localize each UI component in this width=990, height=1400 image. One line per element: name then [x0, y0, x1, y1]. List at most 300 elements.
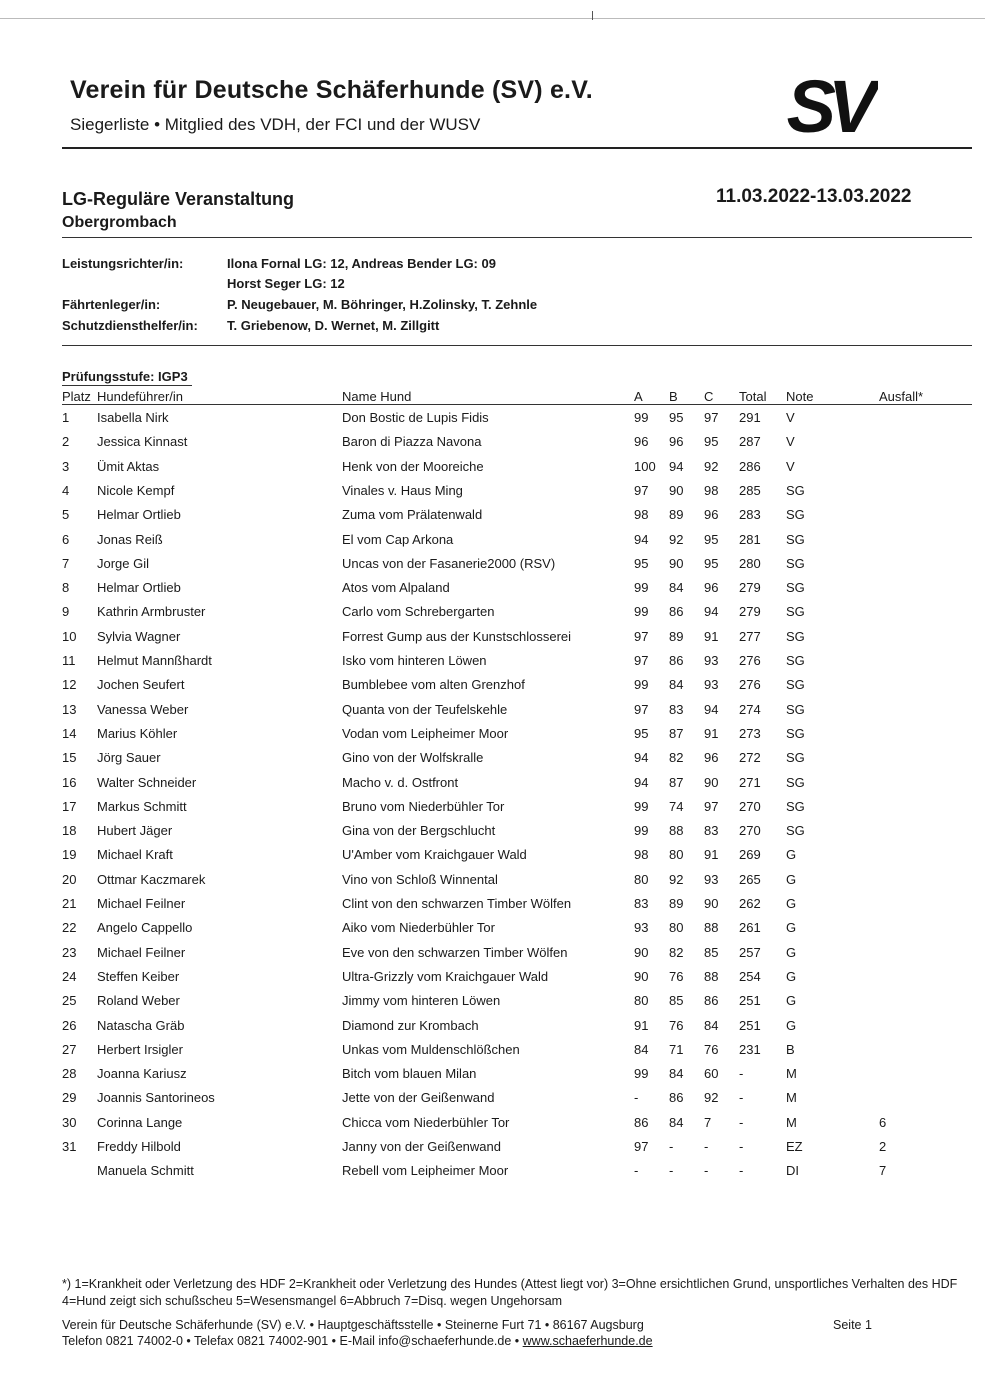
cell-note: SG — [786, 507, 805, 523]
sv-logo — [782, 72, 878, 142]
judge-value-2: Horst Seger LG: 12 — [227, 276, 345, 291]
cell-platz: 2 — [62, 434, 70, 450]
event-location: Obergrombach — [62, 214, 177, 231]
cell-handler: Freddy Hilbold — [97, 1139, 181, 1154]
table-row — [0, 556, 990, 580]
cell-a: 80 — [634, 871, 649, 887]
cell-platz: 23 — [62, 944, 77, 960]
cell-note: G — [786, 1017, 797, 1033]
cell-b: 90 — [669, 482, 684, 498]
cell-c: 93 — [704, 677, 719, 693]
cell-c: 91 — [704, 725, 719, 741]
table-row — [0, 1042, 990, 1066]
cell-c: 95 — [704, 434, 719, 450]
cell-total: 269 — [739, 847, 761, 863]
cell-c: 95 — [704, 555, 719, 571]
cell-b: 88 — [669, 823, 684, 839]
cell-note: G — [786, 847, 797, 863]
cell-note: G — [786, 944, 797, 960]
cell-handler: Angelo Cappello — [97, 920, 193, 936]
cell-handler: Helmar Ortlieb — [97, 507, 181, 523]
cell-handler: Natascha Gräb — [97, 1017, 185, 1033]
cell-total: 254 — [739, 968, 761, 984]
table-row — [0, 702, 990, 726]
table-row — [0, 507, 990, 531]
cell-a: 99 — [634, 1066, 649, 1082]
cell-c: 94 — [704, 701, 719, 717]
cell-note: B — [786, 1041, 795, 1057]
cell-a: 90 — [634, 944, 649, 960]
cell-dog: Bruno vom Niederbühler Tor — [342, 798, 505, 814]
footer-address: Verein für Deutsche Schäferhunde (SV) e.V. • Hauptgeschäftsstelle • Steinerne Furt 71 • 86167 Augsburg — [62, 1318, 644, 1332]
cell-c: 90 — [704, 896, 719, 911]
cell-handler: Joannis Santorineos — [97, 1090, 215, 1106]
cell-platz: 24 — [62, 968, 77, 984]
cell-note: M — [786, 1114, 797, 1130]
cell-a: 99 — [634, 823, 649, 839]
cell-handler: Michael Kraft — [97, 847, 173, 863]
cell-total: 262 — [739, 896, 761, 911]
footnote: *) 1=Krankheit oder Verletzung des HDF 2=Krankheit oder Verletzung des Hundes (Attest liegt vor) 3=Ohne ersichtlichen Grund, unsportliches Verhalten des HDF 4=Hund zeigt sich schußscheu 5=Wesensmangel 6=Abbruch 7=Disq. wegen Ungehorsam — [62, 1277, 958, 1308]
cell-dog: Atos vom Alpaland — [342, 580, 450, 596]
th-c: C — [704, 389, 714, 404]
cell-b: 84 — [669, 1066, 684, 1082]
cell-c: 86 — [704, 993, 719, 1009]
cell-platz: 11 — [62, 653, 76, 668]
cell-a: 97 — [634, 653, 649, 668]
cell-handler: Nicole Kempf — [97, 482, 175, 498]
cell-handler: Michael Feilner — [97, 896, 186, 911]
cell-c: 94 — [704, 604, 719, 620]
cell-c: 83 — [704, 823, 719, 839]
judge-value: Ilona Fornal LG: 12, Andreas Bender LG: 09 — [227, 256, 496, 271]
cell-b: 95 — [669, 410, 684, 425]
cell-handler: Kathrin Armbruster — [97, 604, 206, 620]
cell-note: SG — [786, 677, 805, 693]
cell-b: 86 — [669, 653, 684, 668]
cell-note: SG — [786, 604, 805, 620]
cell-note: G — [786, 871, 797, 887]
cell-a: 80 — [634, 993, 649, 1009]
table-row — [0, 750, 990, 774]
cell-c: - — [704, 1139, 709, 1154]
cell-platz: 26 — [62, 1017, 77, 1033]
cell-dog: Baron di Piazza Navona — [342, 434, 482, 450]
cell-dog: Eve von den schwarzen Timber Wölfen — [342, 944, 568, 960]
cell-a: 99 — [634, 604, 649, 620]
th-b: B — [669, 389, 678, 404]
cell-dog: Gino von der Wolfskralle — [342, 750, 484, 766]
cell-handler: Ümit Aktas — [97, 458, 160, 474]
cell-total: - — [739, 1066, 744, 1082]
cell-platz: 3 — [62, 458, 70, 474]
cell-platz: 14 — [62, 725, 77, 741]
cell-c: - — [704, 1163, 709, 1179]
cell-b: 76 — [669, 1017, 684, 1033]
table-row — [0, 629, 990, 653]
cell-c: 96 — [704, 507, 719, 523]
level-underline — [62, 385, 192, 386]
cell-a: 100 — [634, 458, 656, 474]
cell-b: 84 — [669, 677, 684, 693]
cell-note: SG — [786, 482, 805, 498]
cell-handler: Joanna Kariusz — [97, 1066, 187, 1082]
cell-b: 86 — [669, 1090, 684, 1106]
cell-dog: Vinales v. Haus Ming — [342, 482, 463, 498]
cell-total: 285 — [739, 482, 761, 498]
cell-a: 95 — [634, 555, 649, 571]
table-row — [0, 993, 990, 1017]
officials-divider — [62, 345, 972, 346]
cell-total: 231 — [739, 1041, 761, 1057]
cell-c: 85 — [704, 944, 719, 960]
cell-a: 99 — [634, 580, 649, 596]
cell-platz: 9 — [62, 604, 70, 620]
cell-dog: Carlo vom Schrebergarten — [342, 604, 495, 620]
cell-b: 92 — [669, 531, 684, 547]
th-platz: Platz — [62, 389, 91, 404]
cell-total: 251 — [739, 1017, 761, 1033]
cell-total: 286 — [739, 458, 761, 474]
table-row — [0, 775, 990, 799]
cell-ausfall: 7 — [879, 1163, 887, 1179]
cell-handler: Helmut Mannßhardt — [97, 653, 212, 668]
cell-b: 89 — [669, 628, 684, 644]
cell-platz: 13 — [62, 701, 77, 717]
org-title: Verein für Deutsche Schäferhunde (SV) e.V. — [70, 76, 593, 104]
cell-total: 274 — [739, 701, 761, 717]
cell-dog: Macho v. d. Ostfront — [342, 774, 459, 790]
table-row — [0, 1115, 990, 1139]
table-row — [0, 799, 990, 823]
cell-a: 97 — [634, 1139, 649, 1154]
cell-platz: 6 — [62, 531, 70, 547]
cell-dog: Diamond zur Krombach — [342, 1017, 479, 1033]
cell-b: 84 — [669, 1114, 684, 1130]
cell-a: 90 — [634, 968, 649, 984]
cell-b: 74 — [669, 798, 684, 814]
cell-b: 84 — [669, 580, 684, 596]
cell-handler: Marius Köhler — [97, 725, 178, 741]
cell-note: V — [786, 434, 795, 450]
cell-dog: Aiko vom Niederbühler Tor — [342, 920, 495, 936]
table-row — [0, 969, 990, 993]
cell-note: SG — [786, 628, 805, 644]
cell-platz: 25 — [62, 993, 77, 1009]
cell-platz: 18 — [62, 823, 77, 839]
cell-platz: 21 — [62, 896, 77, 911]
table-row — [0, 434, 990, 458]
cell-dog: Henk von der Mooreiche — [342, 458, 484, 474]
cell-platz: 29 — [62, 1090, 77, 1106]
cell-c: 95 — [704, 531, 719, 547]
cell-total: 280 — [739, 555, 761, 571]
cell-b: 82 — [669, 944, 684, 960]
th-total: Total — [739, 389, 767, 404]
cell-platz: 30 — [62, 1114, 77, 1130]
table-row — [0, 604, 990, 628]
cell-platz: 27 — [62, 1041, 77, 1057]
cell-total: 276 — [739, 677, 761, 693]
cell-b: 94 — [669, 458, 684, 474]
cell-platz: 5 — [62, 507, 70, 523]
cell-a: 86 — [634, 1114, 649, 1130]
cell-a: 95 — [634, 725, 649, 741]
cell-b: 89 — [669, 896, 684, 911]
cell-handler: Michael Feilner — [97, 944, 186, 960]
cell-a: 97 — [634, 482, 649, 498]
cell-dog: U'Amber vom Kraichgauer Wald — [342, 847, 527, 863]
cell-a: 97 — [634, 701, 649, 717]
cell-note: SG — [786, 653, 805, 668]
cell-total: - — [739, 1139, 744, 1154]
cell-handler: Corinna Lange — [97, 1114, 183, 1130]
cell-total: 273 — [739, 725, 761, 741]
table-row — [0, 459, 990, 483]
cell-platz: 15 — [62, 750, 77, 766]
cell-a: 99 — [634, 410, 649, 425]
cell-dog: El vom Cap Arkona — [342, 531, 454, 547]
th-ausfall: Ausfall* — [879, 389, 924, 404]
cell-handler: Jörg Sauer — [97, 750, 161, 766]
cell-dog: Unkas vom Muldenschlößchen — [342, 1041, 520, 1057]
cell-total: 277 — [739, 628, 761, 644]
cell-b: 80 — [669, 847, 684, 863]
cell-handler: Herbert Irsigler — [97, 1041, 183, 1057]
cell-handler: Roland Weber — [97, 993, 180, 1009]
cell-handler: Jonas Reiß — [97, 531, 163, 547]
cell-a: 98 — [634, 507, 649, 523]
cell-handler: Hubert Jäger — [97, 823, 173, 839]
cell-platz: 28 — [62, 1066, 77, 1082]
page-number: Seite 1 — [833, 1318, 872, 1332]
cell-c: 7 — [704, 1114, 712, 1130]
cell-c: 84 — [704, 1017, 719, 1033]
cell-note: EZ — [786, 1139, 803, 1154]
cell-c: 60 — [704, 1066, 719, 1082]
cell-b: 76 — [669, 968, 684, 984]
cell-b: 86 — [669, 604, 684, 620]
cell-note: SG — [786, 531, 805, 547]
cell-ausfall: 6 — [879, 1114, 887, 1130]
cell-c: 96 — [704, 580, 719, 596]
cell-c: 92 — [704, 458, 719, 474]
cell-dog: Quanta von der Teufelskehle — [342, 701, 508, 717]
cell-handler: Helmar Ortlieb — [97, 580, 181, 596]
table-row — [0, 580, 990, 604]
cell-b: 71 — [669, 1041, 684, 1057]
cell-note: SG — [786, 701, 805, 717]
table-row — [0, 1018, 990, 1042]
cell-platz: 22 — [62, 920, 77, 936]
header-divider — [62, 147, 972, 149]
cell-note: G — [786, 968, 797, 984]
table-row — [0, 896, 990, 920]
cell-c: 92 — [704, 1090, 719, 1106]
cell-c: 97 — [704, 798, 719, 814]
cell-total: - — [739, 1114, 744, 1130]
cell-platz: 12 — [62, 677, 77, 693]
judge-label: Leistungsrichter/in: — [62, 256, 184, 271]
cell-total: 283 — [739, 507, 761, 523]
cell-note: SG — [786, 750, 805, 766]
table-row — [0, 1139, 990, 1163]
cell-total: 257 — [739, 944, 761, 960]
cell-b: - — [669, 1163, 674, 1179]
cell-b: 87 — [669, 774, 684, 790]
cell-platz: 7 — [62, 555, 70, 571]
table-row — [0, 483, 990, 507]
table-row — [0, 1163, 990, 1187]
cell-total: 270 — [739, 823, 761, 839]
cell-dog: Clint von den schwarzen Timber Wölfen — [342, 896, 572, 911]
cell-note: G — [786, 920, 797, 936]
cell-total: 279 — [739, 604, 761, 620]
cell-handler: Jochen Seufert — [97, 677, 185, 693]
cell-total: 271 — [739, 774, 761, 790]
cell-dog: Gina von der Bergschlucht — [342, 823, 496, 839]
cell-b: 90 — [669, 555, 684, 571]
cell-note: V — [786, 458, 795, 474]
th-note: Note — [786, 389, 814, 404]
cell-c: 88 — [704, 968, 719, 984]
th-dog: Name Hund — [342, 389, 412, 404]
cell-platz: 1 — [62, 410, 70, 425]
cell-handler: Steffen Keiber — [97, 968, 180, 984]
cell-handler: Isabella Nirk — [97, 410, 169, 425]
cell-note: DI — [786, 1163, 799, 1179]
cell-dog: Jette von der Geißenwand — [342, 1090, 495, 1106]
cell-a: 99 — [634, 677, 649, 693]
table-row — [0, 532, 990, 556]
table-row — [0, 920, 990, 944]
cell-c: 90 — [704, 774, 719, 790]
cell-c: 93 — [704, 871, 719, 887]
cell-total: - — [739, 1090, 744, 1106]
cell-platz: 10 — [62, 628, 77, 644]
cell-total: 287 — [739, 434, 761, 450]
table-header-divider — [62, 404, 972, 405]
cell-handler: Jessica Kinnast — [97, 434, 188, 450]
cell-c: 76 — [704, 1041, 719, 1057]
th-handler: Hundeführer/in — [97, 389, 183, 404]
svg-text:SV: SV — [786, 72, 870, 142]
table-row — [0, 1066, 990, 1090]
cell-a: - — [634, 1163, 639, 1179]
footer-contact — [62, 1334, 653, 1348]
cell-note: SG — [786, 798, 805, 814]
table-row — [0, 823, 990, 847]
footer-contact-text: Telefon 0821 74002-0 • Telefax 0821 74002-901 • E-Mail info@schaeferhunde.de • — [62, 1334, 523, 1348]
event-divider — [62, 237, 972, 238]
table-row — [0, 945, 990, 969]
track-layer-label: Fährtenleger/in: — [62, 297, 161, 312]
cell-c: 93 — [704, 653, 719, 668]
cell-b: 80 — [669, 920, 684, 936]
table-row — [0, 653, 990, 677]
cell-b: - — [669, 1139, 674, 1154]
cell-b: 85 — [669, 993, 684, 1009]
cell-dog: Jimmy vom hinteren Löwen — [342, 993, 501, 1009]
cell-a: 98 — [634, 847, 649, 863]
cell-total: - — [739, 1163, 744, 1179]
org-subtitle: Siegerliste • Mitglied des VDH, der FCI und der WUSV — [70, 115, 481, 134]
event-date: 11.03.2022-13.03.2022 — [716, 186, 912, 207]
cell-dog: Chicca vom Niederbühler Tor — [342, 1114, 510, 1130]
track-layer-value: P. Neugebauer, M. Böhringer, H.Zolinsky, T. Zehnle — [227, 297, 538, 312]
cell-handler: Markus Schmitt — [97, 798, 187, 814]
cell-dog: Uncas von der Fasanerie2000 (RSV) — [342, 555, 556, 571]
cell-total: 291 — [739, 410, 761, 425]
cell-b: 96 — [669, 434, 684, 450]
table-row — [0, 847, 990, 871]
cell-a: 91 — [634, 1017, 649, 1033]
event-title: LG-Reguläre Veranstaltung — [62, 189, 295, 209]
cell-total: 279 — [739, 580, 761, 596]
cell-dog: Rebell vom Leipheimer Moor — [342, 1163, 509, 1179]
cell-dog: Forrest Gump aus der Kunstschlosserei — [342, 628, 572, 644]
cell-platz: 31 — [62, 1139, 77, 1154]
cell-c: 97 — [704, 410, 719, 425]
cell-dog: Janny von der Geißenwand — [342, 1139, 501, 1154]
cell-b: 87 — [669, 725, 684, 741]
cell-handler: Manuela Schmitt — [97, 1163, 194, 1179]
website-link[interactable]: www.schaeferhunde.de — [522, 1334, 653, 1348]
helper-label: Schutzdiensthelfer/in: — [62, 318, 198, 333]
cell-dog: Isko vom hinteren Löwen — [342, 653, 487, 668]
cell-c: 98 — [704, 482, 719, 498]
cell-a: 94 — [634, 750, 649, 766]
cell-note: M — [786, 1090, 797, 1106]
helper-value: T. Griebenow, D. Wernet, M. Zillgitt — [227, 318, 440, 333]
cell-platz: 19 — [62, 847, 77, 863]
cell-total: 281 — [739, 531, 761, 547]
cell-note: SG — [786, 823, 805, 839]
cell-handler: Sylvia Wagner — [97, 628, 181, 644]
cell-c: 88 — [704, 920, 719, 936]
cell-dog: Don Bostic de Lupis Fidis — [342, 410, 489, 425]
cell-c: 91 — [704, 628, 719, 644]
cell-a: 94 — [634, 531, 649, 547]
cell-a: 96 — [634, 434, 649, 450]
cell-handler: Vanessa Weber — [97, 701, 189, 717]
th-a: A — [634, 389, 643, 404]
cell-dog: Bumblebee vom alten Grenzhof — [342, 677, 525, 693]
cell-dog: Vodan vom Leipheimer Moor — [342, 725, 509, 741]
cell-a: - — [634, 1090, 639, 1106]
cell-note: SG — [786, 580, 805, 596]
cell-a: 97 — [634, 628, 649, 644]
cell-note: G — [786, 896, 797, 911]
cell-a: 94 — [634, 774, 649, 790]
cell-total: 251 — [739, 993, 761, 1009]
table-row — [0, 726, 990, 750]
table-row — [0, 410, 990, 434]
table-row — [0, 677, 990, 701]
cell-dog: Ultra-Grizzly vom Kraichgauer Wald — [342, 968, 549, 984]
cell-platz: 4 — [62, 482, 70, 498]
cell-b: 89 — [669, 507, 684, 523]
cell-a: 93 — [634, 920, 649, 936]
cell-a: 84 — [634, 1041, 649, 1057]
cell-note: SG — [786, 774, 805, 790]
cell-handler: Ottmar Kaczmarek — [97, 871, 206, 887]
cell-total: 272 — [739, 750, 761, 766]
cell-total: 261 — [739, 920, 761, 936]
cell-platz: 8 — [62, 580, 70, 596]
cell-note: SG — [786, 725, 805, 741]
cell-note: G — [786, 993, 797, 1009]
